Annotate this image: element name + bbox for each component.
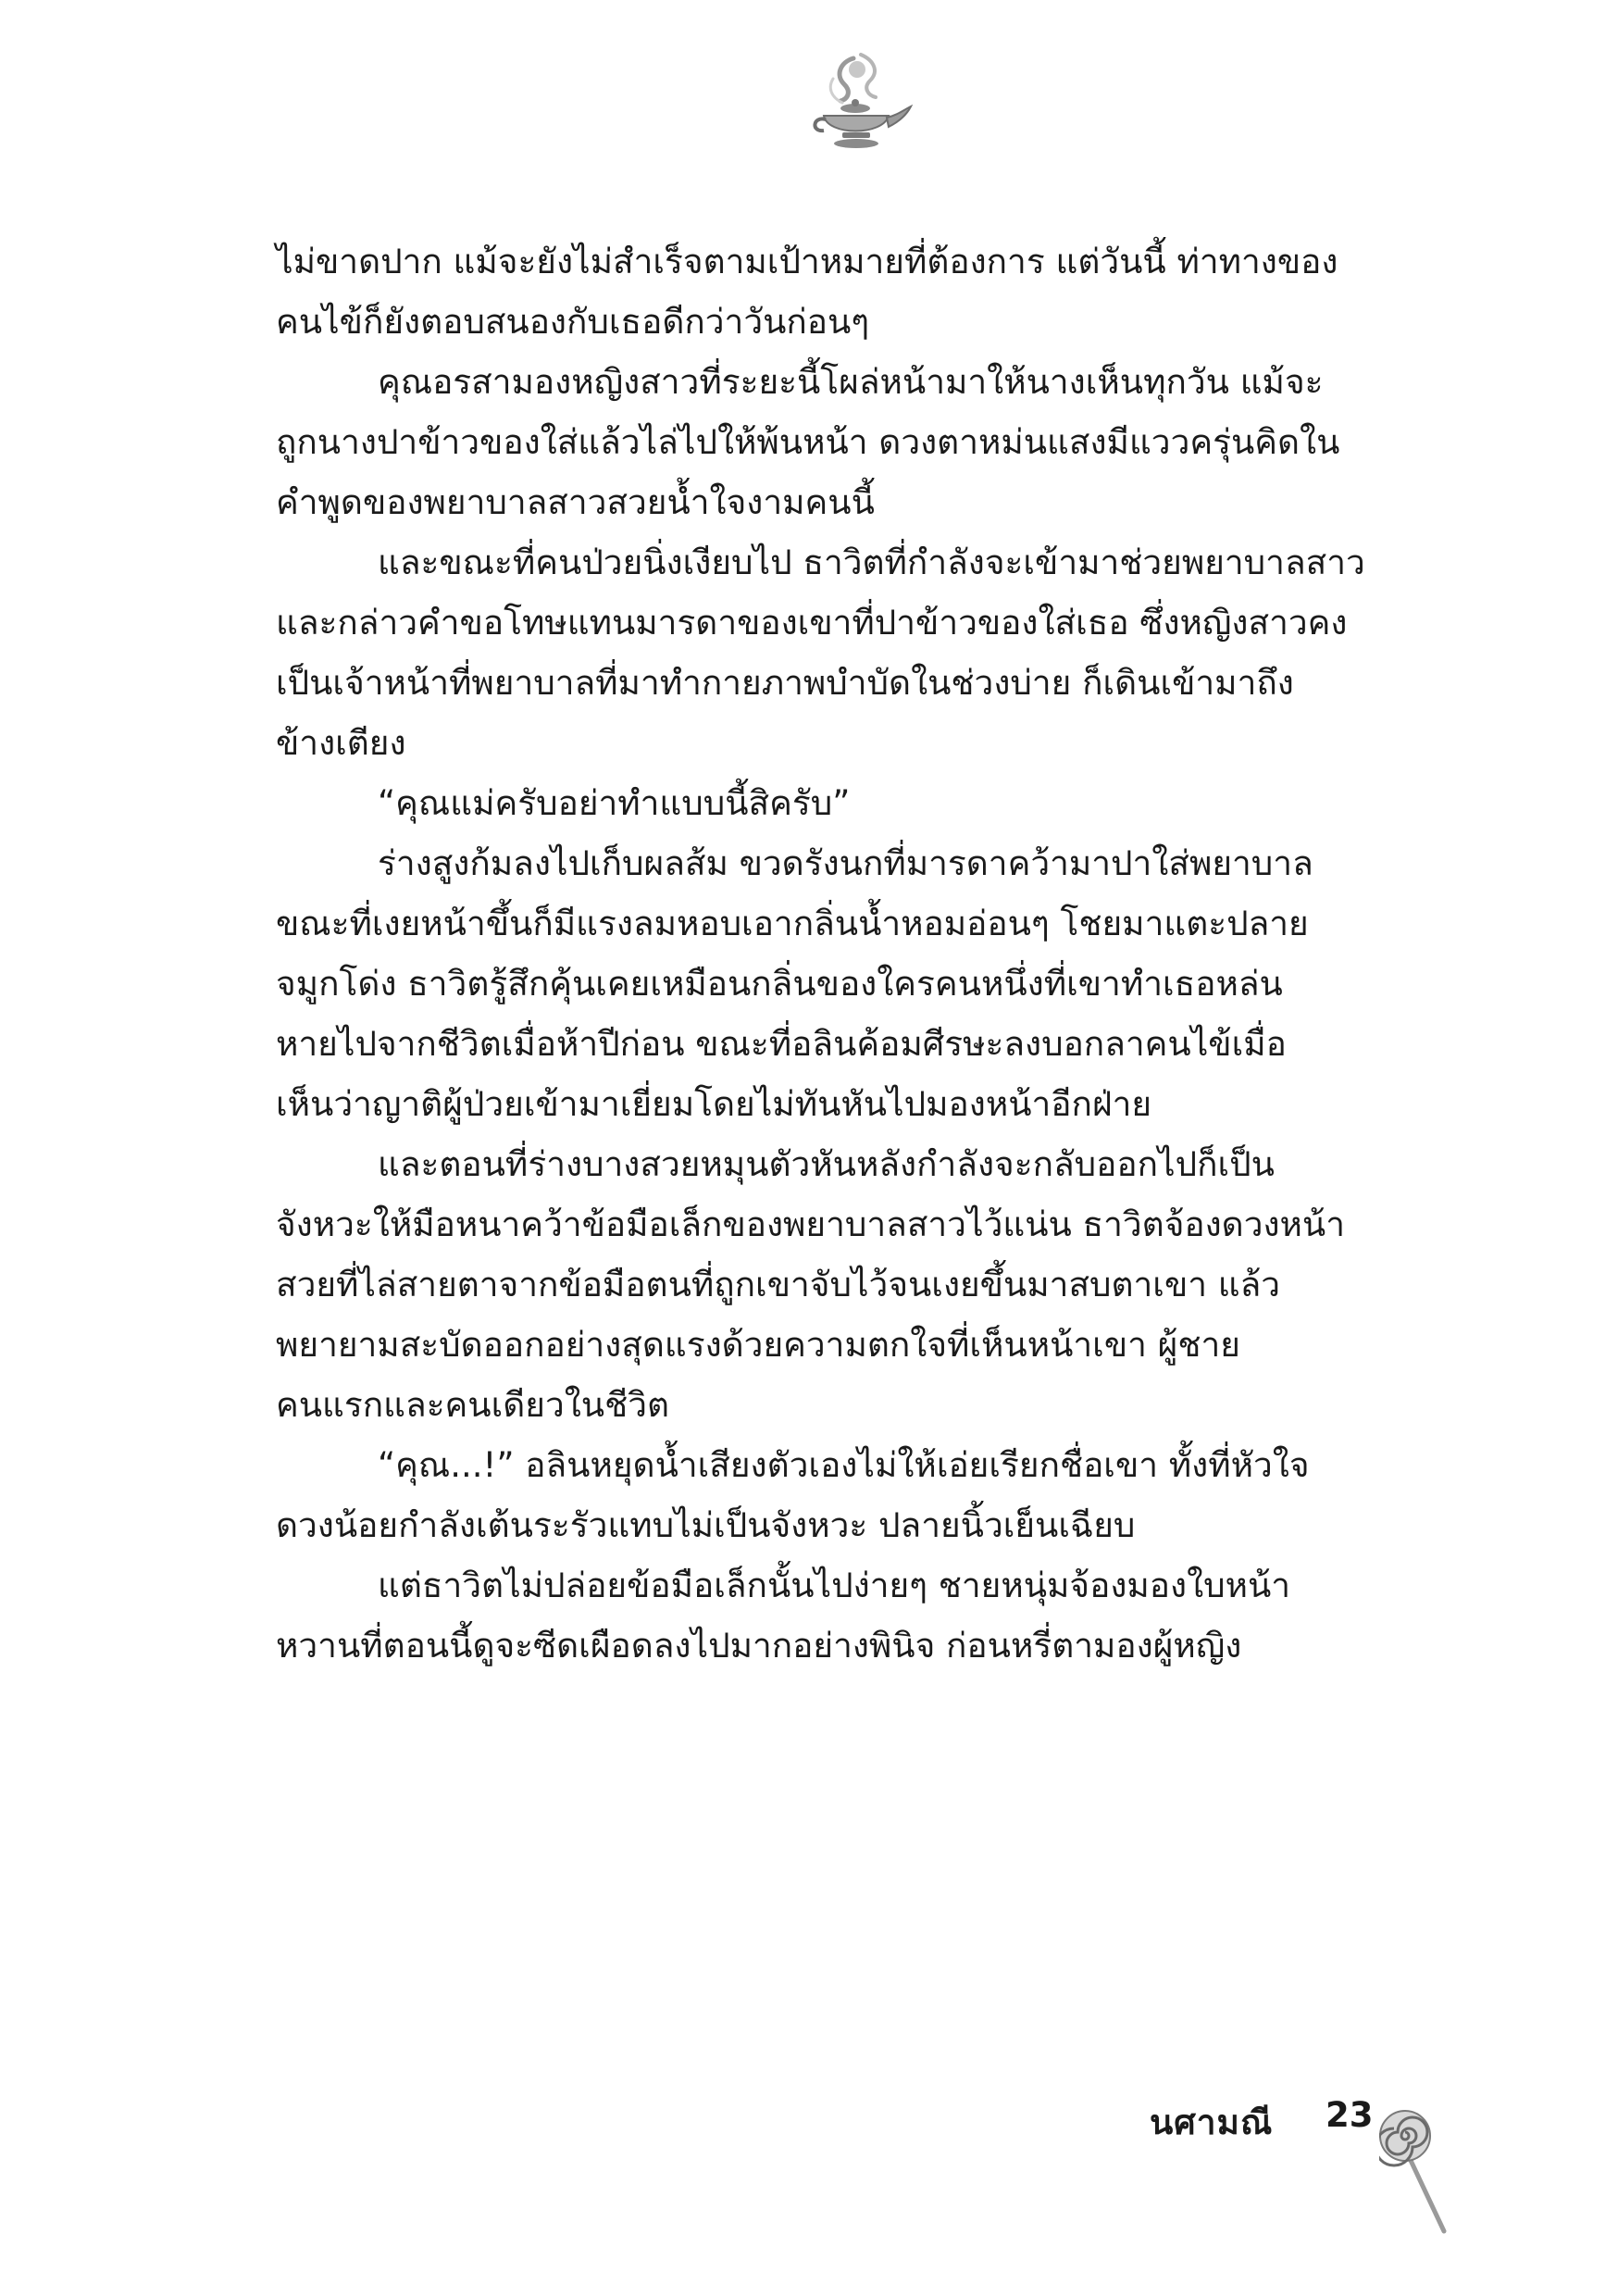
lollipop-icon	[1379, 2106, 1462, 2236]
text-line: เห็นว่าญาติผู้ป่วยเข้ามาเยี่ยมโดยไม่ทันหันไปมองหน้าอีกฝ่าย	[276, 1084, 1152, 1124]
text-line: จังหวะให้มือหนาคว้าข้อมือเล็กของพยาบาลสาวไว้แน่น ธาวิตจ้องดวงหน้า	[276, 1204, 1346, 1244]
text-line: คนไข้ก็ยังตอบสนองกับเธอดีกว่าวันก่อนๆ	[276, 302, 870, 342]
book-title: นศามณี	[1150, 2103, 1274, 2142]
text-line: ขณะที่เงยหน้าขึ้นก็มีแรงลมหอบเอากลิ่นน้ำหอมอ่อนๆ โชยมาแตะปลาย	[276, 904, 1309, 943]
text-line: แต่ธาวิตไม่ปล่อยข้อมือเล็กนั้นไปง่ายๆ ชายหนุ่มจ้องมองใบหน้า	[378, 1566, 1291, 1605]
text-line: ร่างสูงก้มลงไปเก็บผลส้ม ขวดรังนกที่มารดาคว้ามาปาใส่พยาบาล	[378, 843, 1313, 883]
text-line: เป็นเจ้าหน้าที่พยาบาลที่มาทำกายภาพบำบัดในช่วงบ่าย ก็เดินเข้ามาถึง	[276, 663, 1294, 703]
text-line: “คุณ...!” อลินหยุดน้ำเสียงตัวเองไม่ให้เอ่ยเรียกชื่อเขา ทั้งที่หัวใจ	[378, 1445, 1310, 1485]
text-line: พยายามสะบัดออกอย่างสุดแรงด้วยความตกใจที่เห็นหน้าเขา ผู้ชาย	[276, 1325, 1240, 1365]
text-line: หายไปจากชีวิตเมื่อห้าปีก่อน ขณะที่อลินค้อมศีรษะลงบอกลาคนไข้เมื่อ	[276, 1024, 1287, 1064]
text-line: ดวงน้อยกำลังเต้นระรัวแทบไม่เป็นจังหวะ ปลายนิ้วเย็นเฉียบ	[276, 1505, 1136, 1545]
text-line: จมูกโด่ง ธาวิตรู้สึกคุ้นเคยเหมือนกลิ่นของใครคนหนึ่งที่เขาทำเธอหล่น	[276, 964, 1283, 1004]
text-line: ไม่ขาดปาก แม้จะยังไม่สำเร็จตามเป้าหมายที่ต้องการ แต่วันนี้ ท่าทางของ	[276, 242, 1338, 281]
text-line: “คุณแม่ครับอย่าทำแบบนี้สิครับ”	[378, 783, 851, 823]
text-line: หวานที่ตอนนี้ดูจะซีดเผือดลงไปมากอย่างพินิจ ก่อนหรี่ตามองผู้หญิง	[276, 1626, 1242, 1666]
text-line: ถูกนางปาข้าวของใส่แล้วไล่ไปให้พ้นหน้า ดวงตาหม่นแสงมีแววครุ่นคิดใน	[276, 422, 1340, 462]
text-line: และกล่าวคำขอโทษแทนมารดาของเขาที่ปาข้าวของใส่เธอ ซึ่งหญิงสาวคง	[276, 603, 1348, 643]
genie-lamp-icon	[796, 51, 916, 157]
text-line: คำพูดของพยาบาลสาวสวยน้ำใจงามคนนี้	[276, 482, 875, 522]
text-line: คนแรกและคนเดียวในชีวิต	[276, 1385, 670, 1425]
text-line: คุณอรสามองหญิงสาวที่ระยะนี้โผล่หน้ามาให้นางเห็นทุกวัน แม้จะ	[378, 362, 1324, 402]
text-line: และตอนที่ร่างบางสวยหมุนตัวหันหลังกำลังจะกลับออกไปก็เป็น	[378, 1144, 1275, 1184]
text-line: สวยที่ไล่สายตาจากข้อมือตนที่ถูกเขาจับไว้จนเงยขึ้นมาสบตาเขา แล้ว	[276, 1265, 1281, 1304]
body-text	[276, 231, 1470, 1676]
page-number: 23	[1326, 2095, 1374, 2135]
text-line: และขณะที่คนป่วยนิ่งเงียบไป ธาวิตที่กำลังจะเข้ามาช่วยพยาบาลสาว	[378, 543, 1365, 582]
text-line: ข้างเตียง	[276, 723, 406, 763]
